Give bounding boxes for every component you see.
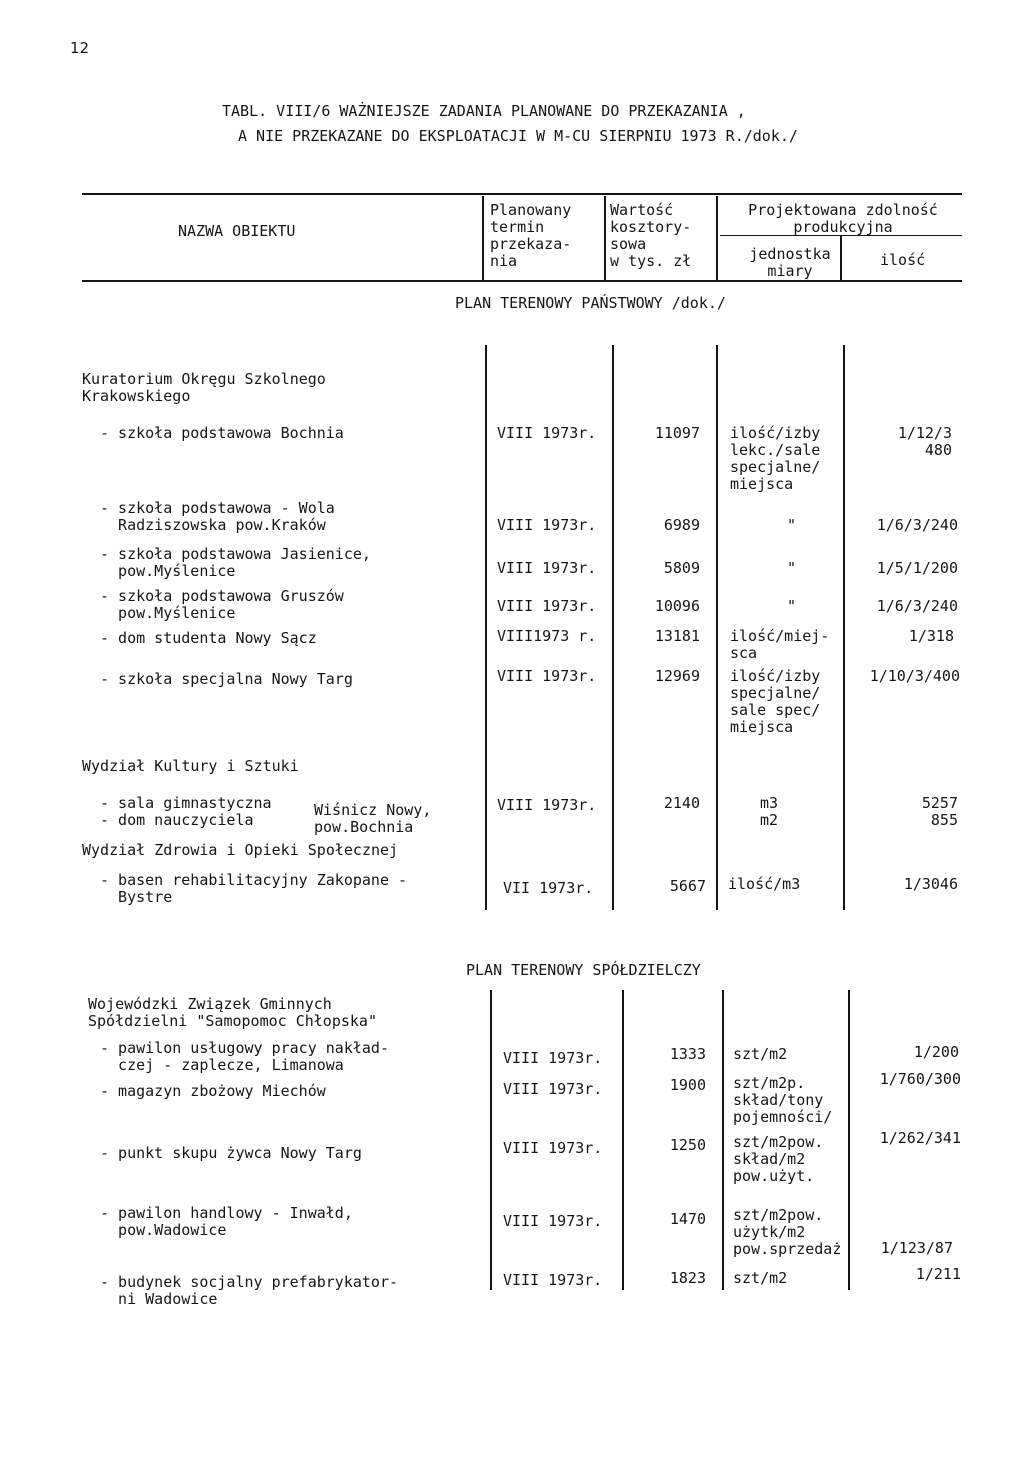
row-qty: 1/211 (915, 1265, 961, 1283)
row-unit: ilość/izby specjalne/ sale spec/ miejsca (730, 667, 821, 736)
row-name: - pawilon usługowy pracy nakład- czej - zaplecze, Limanowa (100, 1039, 389, 1074)
row-name: - sala gimnastyczna - dom nauczyciela (100, 794, 272, 829)
group-heading: Kuratorium Okręgu Szkolnego Krakowskiego (82, 370, 326, 405)
header-qty: ilość (880, 251, 926, 269)
header-bottom-rule (82, 280, 962, 282)
group-heading: Wydział Kultury i Sztuki (82, 757, 299, 775)
header-name: NAZWA OBIEKTU (178, 222, 296, 240)
row-value: 1470 (669, 1210, 706, 1228)
row-name: - dom studenta Nowy Sącz (100, 629, 317, 647)
row-value: 5667 (669, 877, 706, 895)
plan2-divider-4 (848, 990, 850, 1290)
row-value: 1900 (669, 1076, 706, 1094)
row-qty: 1/12/3 480 (897, 424, 952, 459)
table-title-line1: TABL. VIII/6 WAŻNIEJSZE ZADANIA PLANOWANE DO PRZEKAZANIA , (222, 102, 746, 120)
plan2-divider-3 (722, 990, 724, 1290)
plan1-divider-4 (843, 345, 845, 910)
row-unit: ilość/m3 (728, 875, 801, 893)
header-unit: jednostka miary (749, 245, 831, 280)
header-divider-4 (840, 236, 842, 280)
row-qty: 1/6/3/240 (876, 597, 958, 615)
row-name: - szkoła podstawowa Jasienice, pow.Myślenice (100, 545, 371, 580)
page-number: 12 (70, 39, 90, 57)
row-name: - punkt skupu żywca Nowy Targ (100, 1144, 362, 1162)
row-term: VIII 1973r. (497, 516, 597, 534)
group-heading: Wojewódzki Związek Gminnych Spółdzielni "Samopomoc Chłopska" (88, 995, 377, 1030)
header-divider-1 (482, 196, 484, 280)
row-qty: 1/262/341 (879, 1129, 961, 1147)
row-value: 10096 (654, 597, 700, 615)
plan2-divider-2 (622, 990, 624, 1290)
row-unit: ilość/miej- sca (730, 627, 830, 662)
row-term: VIII 1973r. (497, 597, 597, 615)
row-qty: 1/760/300 (879, 1070, 961, 1088)
row-value: 5809 (663, 559, 700, 577)
row-qty: 1/200 (913, 1043, 959, 1061)
row-term: VIII 1973r. (503, 1139, 603, 1157)
row-unit: szt/m2 (733, 1045, 788, 1063)
row-name: - szkoła specjalna Nowy Targ (100, 670, 353, 688)
section-title-state-plan: PLAN TERENOWY PAŃSTWOWY /dok./ (455, 294, 726, 312)
group-heading: Wydział Zdrowia i Opieki Społecznej (82, 841, 399, 859)
row-qty: 1/10/3/400 (869, 667, 960, 685)
row-term: VIII 1973r. (497, 796, 597, 814)
row-unit: ilość/izby lekc./sale specjalne/ miejsca (730, 424, 821, 493)
row-term: VIII 1973r. (497, 559, 597, 577)
row-place: Wiśnicz Nowy, pow.Bochnia (314, 801, 432, 836)
row-unit: szt/m2p. skład/tony pojemności/ (733, 1074, 833, 1126)
row-unit: szt/m2pow. użytk/m2 pow.sprzedaż (733, 1206, 842, 1258)
section-title-cooperative-plan: PLAN TERENOWY SPÓŁDZIELCZY (466, 961, 701, 979)
row-term: VIII1973 r. (497, 627, 597, 645)
row-value: 12969 (654, 667, 700, 685)
row-name: - budynek socjalny prefabrykator- ni Wadowice (100, 1273, 399, 1308)
row-term: VIII 1973r. (503, 1271, 603, 1289)
row-value: 1333 (669, 1045, 706, 1063)
header-divider-2 (604, 196, 606, 280)
row-qty: 1/5/1/200 (876, 559, 958, 577)
row-unit: " (787, 597, 797, 615)
row-value: 2140 (663, 794, 700, 812)
row-term: VII 1973r. (503, 879, 594, 897)
header-term: Planowany termin przekaza- nia (490, 201, 572, 270)
row-name: - magazyn zbożowy Miechów (100, 1082, 326, 1100)
header-capacity: Projektowana zdolność produkcyjna (748, 201, 938, 236)
row-term: VIII 1973r. (497, 424, 597, 442)
row-name: - szkoła podstawowa - Wola Radziszowska pow.Kraków (100, 499, 335, 534)
row-term: VIII 1973r. (497, 667, 597, 685)
row-qty: 1/3046 (903, 875, 958, 893)
header-top-rule (82, 193, 962, 195)
table-title-line2: A NIE PRZEKAZANE DO EKSPLOATACJI W M-CU SIERPNIU 1973 R./dok./ (238, 127, 798, 145)
row-term: VIII 1973r. (503, 1212, 603, 1230)
row-qty: 1/318 (908, 627, 954, 645)
row-unit: " (787, 516, 797, 534)
row-unit: szt/m2pow. skład/m2 pow.użyt. (733, 1133, 824, 1185)
row-qty: 1/123/87 (880, 1239, 953, 1257)
row-name: - basen rehabilitacyjny Zakopane - Bystre (100, 871, 408, 906)
row-unit: m3 m2 (760, 794, 779, 829)
header-value: Wartość kosztory- sowa w tys. zł (610, 201, 692, 270)
row-term: VIII 1973r. (503, 1049, 603, 1067)
row-value: 6989 (663, 516, 700, 534)
row-value: 11097 (654, 424, 700, 442)
row-value: 13181 (654, 627, 700, 645)
header-divider-3 (716, 196, 718, 280)
row-value: 1823 (669, 1269, 706, 1287)
row-name: - szkoła podstawowa Gruszów pow.Myślenice (100, 587, 344, 622)
plan1-divider-1 (485, 345, 487, 910)
plan2-divider-1 (490, 990, 492, 1290)
row-unit: szt/m2 (733, 1269, 788, 1287)
plan1-divider-3 (716, 345, 718, 910)
row-name: - szkoła podstawowa Bochnia (100, 424, 344, 442)
row-value: 1250 (669, 1136, 706, 1154)
row-term: VIII 1973r. (503, 1080, 603, 1098)
row-qty: 5257 855 (921, 794, 958, 829)
row-unit: " (787, 559, 797, 577)
row-name: - pawilon handlowy - Inwałd, pow.Wadowice (100, 1204, 353, 1239)
plan1-divider-2 (612, 345, 614, 910)
row-qty: 1/6/3/240 (876, 516, 958, 534)
